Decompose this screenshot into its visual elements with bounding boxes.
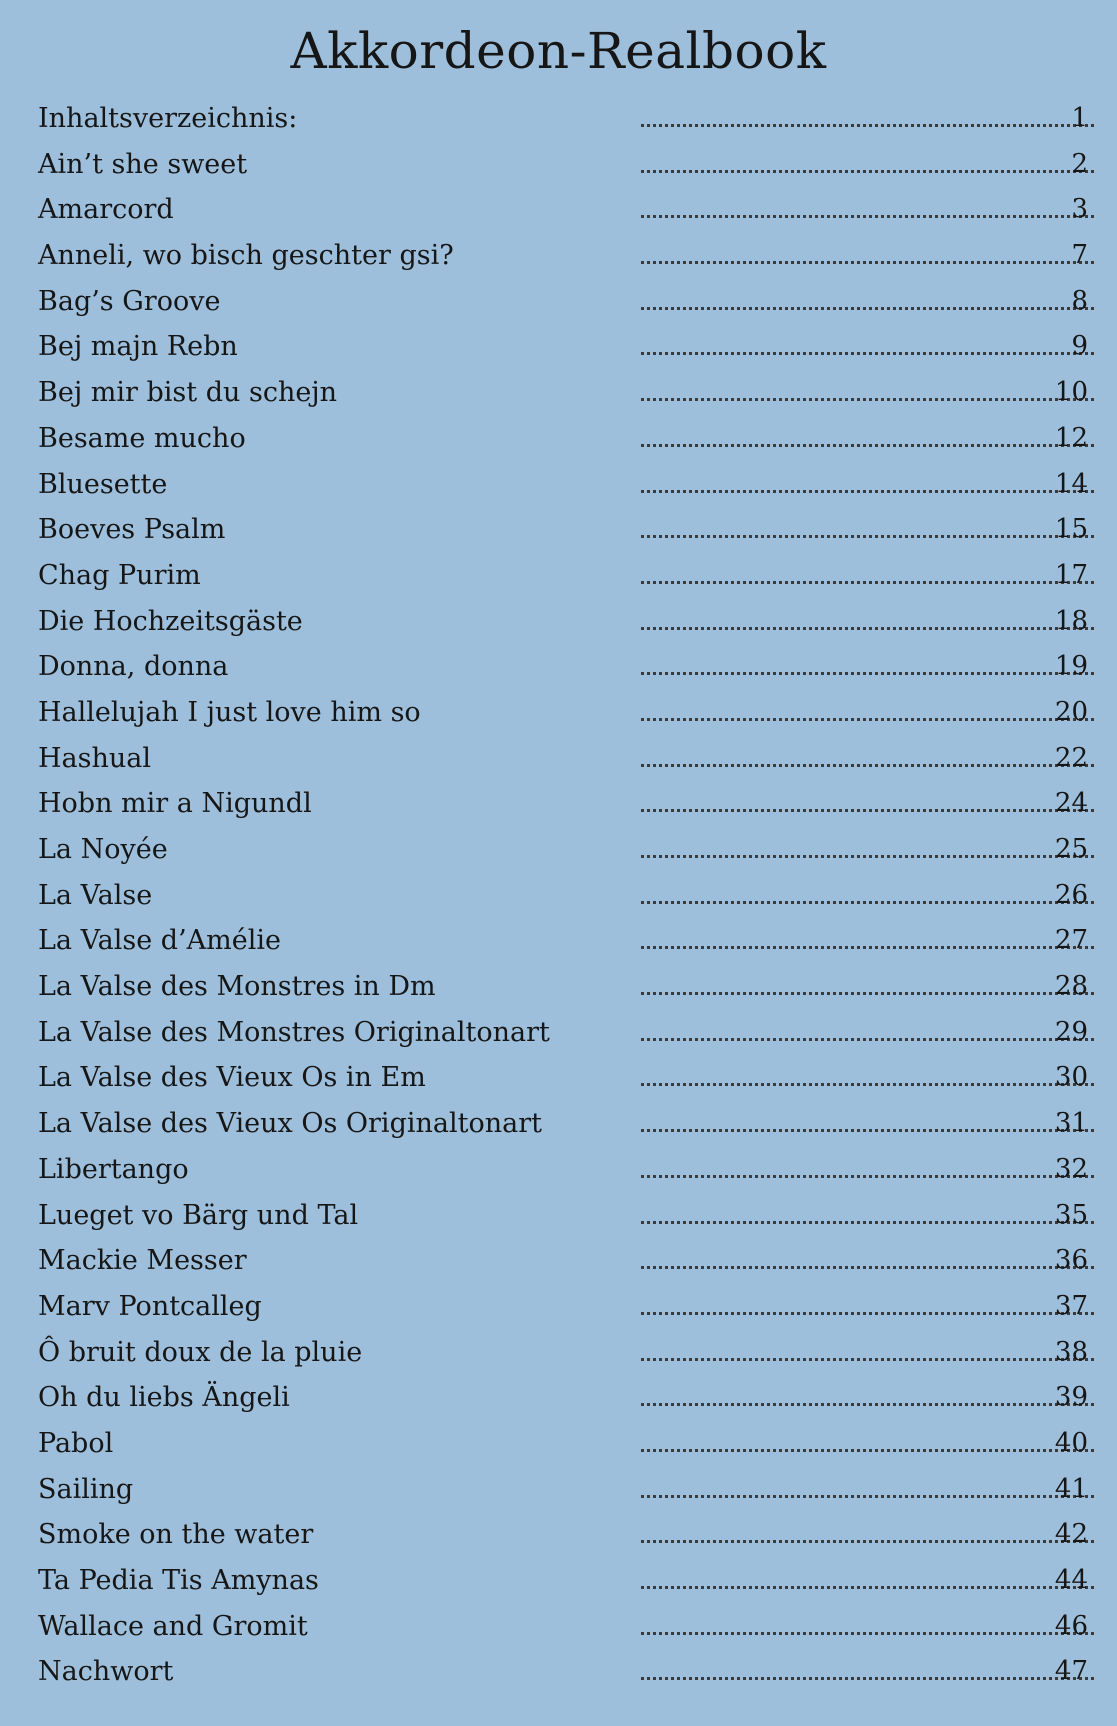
toc-entry xyxy=(38,690,1088,736)
toc-dot-leader xyxy=(641,1129,1094,1132)
toc-entry-title: Sailing xyxy=(38,1473,134,1505)
toc-entry-page-number: 28 xyxy=(1054,971,1088,1002)
toc-entry xyxy=(38,1421,1088,1467)
toc-entry-page-number: 38 xyxy=(1054,1336,1088,1367)
toc-entry-page-number: 14 xyxy=(1054,468,1088,499)
toc-entry-page-number: 19 xyxy=(1054,651,1088,682)
toc-dot-leader xyxy=(641,535,1094,538)
toc-dot-leader xyxy=(641,307,1094,310)
toc-entry-page-number: 41 xyxy=(1054,1473,1088,1504)
toc-entry xyxy=(38,553,1088,599)
toc-dot-leader xyxy=(641,809,1094,812)
toc-dot-leader xyxy=(641,1540,1094,1543)
toc-entry-title: La Noyée xyxy=(38,834,168,865)
toc-entry-title: Libertango xyxy=(38,1153,189,1185)
toc-entry xyxy=(38,827,1088,873)
toc-entry xyxy=(38,187,1088,233)
toc-entry-title: Donna, donna xyxy=(38,651,229,683)
toc-entry-title: Amarcord xyxy=(38,194,174,226)
toc-dot-leader xyxy=(641,1495,1094,1498)
toc-entry-page-number: 24 xyxy=(1054,788,1088,819)
toc-entry-page-number: 29 xyxy=(1054,1016,1088,1047)
toc-dot-leader xyxy=(641,1586,1094,1589)
toc-entry xyxy=(38,1055,1088,1101)
toc-dot-leader xyxy=(641,1358,1094,1361)
toc-entry-page-number: 9 xyxy=(1071,331,1088,362)
toc-entry-title: Oh du liebs Ängeli xyxy=(38,1382,290,1414)
toc-entry-title: La Valse xyxy=(38,879,153,911)
toc-entry-title: Ta Pedia Tis Amynas xyxy=(38,1565,319,1596)
toc-entry-page-number: 12 xyxy=(1054,422,1088,453)
toc-entry xyxy=(38,324,1088,370)
toc-dot-leader xyxy=(641,946,1094,949)
toc-entry-page-number: 3 xyxy=(1071,194,1088,225)
toc-entry-page-number: 18 xyxy=(1054,605,1088,636)
table-of-contents xyxy=(38,96,1088,1695)
toc-entry xyxy=(38,1193,1088,1239)
toc-entry xyxy=(38,1284,1088,1330)
toc-dot-leader xyxy=(641,1449,1094,1452)
toc-dot-leader xyxy=(641,398,1094,401)
toc-entry-page-number: 10 xyxy=(1054,377,1088,408)
toc-entry xyxy=(38,370,1088,416)
toc-entry-title: Bag’s Groove xyxy=(38,285,221,317)
toc-dot-leader xyxy=(641,992,1094,995)
toc-entry-page-number: 26 xyxy=(1054,879,1088,910)
toc-dot-leader xyxy=(641,1175,1094,1178)
toc-entry-title: Hobn mir a Nigundl xyxy=(38,788,312,820)
toc-entry-page-number: 35 xyxy=(1054,1199,1088,1230)
toc-entry-title: Ain’t she sweet xyxy=(38,148,248,180)
toc-entry xyxy=(38,279,1088,325)
toc-entry-page-number: 2 xyxy=(1071,148,1088,179)
toc-entry xyxy=(38,1558,1088,1604)
toc-entry xyxy=(38,964,1088,1010)
toc-entry-title: Bej majn Rebn xyxy=(38,331,238,363)
toc-entry-page-number: 27 xyxy=(1054,925,1088,956)
toc-entry-page-number: 1 xyxy=(1071,103,1088,133)
toc-entry-page-number: 31 xyxy=(1054,1108,1088,1139)
toc-entry xyxy=(38,1101,1088,1147)
toc-entry-title: Anneli, wo bisch geschter gsi? xyxy=(38,240,454,272)
toc-entry xyxy=(38,1330,1088,1376)
toc-entry xyxy=(38,644,1088,690)
toc-entry-title: Hallelujah I just love him so xyxy=(38,696,421,728)
toc-entry-title: Marv Pontcalleg xyxy=(38,1290,262,1322)
toc-entry-page-number: 7 xyxy=(1071,240,1088,271)
toc-entry xyxy=(38,1010,1088,1056)
toc-entry-title: La Valse des Vieux Os Originaltonart xyxy=(38,1108,542,1140)
toc-entry-title: Nachwort xyxy=(38,1656,174,1688)
toc-dot-leader xyxy=(641,1312,1094,1315)
toc-dot-leader xyxy=(641,1266,1094,1269)
toc-entry-page-number: 40 xyxy=(1054,1427,1088,1458)
toc-entry xyxy=(38,142,1088,188)
toc-entry-page-number: 15 xyxy=(1054,514,1088,545)
toc-entry-page-number: 47 xyxy=(1054,1656,1088,1687)
toc-dot-leader xyxy=(641,672,1094,675)
toc-dot-leader xyxy=(641,444,1094,447)
toc-entry xyxy=(38,416,1088,462)
toc-entry xyxy=(38,96,1088,142)
toc-dot-leader xyxy=(641,901,1094,904)
toc-entry-title: Smoke on the water xyxy=(38,1519,314,1551)
toc-entry-title: Pabol xyxy=(38,1427,114,1459)
toc-entry-page-number: 17 xyxy=(1054,559,1088,590)
toc-entry xyxy=(38,1512,1088,1558)
toc-entry xyxy=(38,1375,1088,1421)
toc-entry xyxy=(38,1147,1088,1193)
toc-entry xyxy=(38,873,1088,919)
toc-dot-leader xyxy=(641,170,1094,173)
toc-entry xyxy=(38,918,1088,964)
toc-entry-page-number: 20 xyxy=(1054,696,1088,727)
toc-dot-leader xyxy=(641,352,1094,355)
toc-entry-title: Die Hochzeitsgäste xyxy=(38,605,303,637)
toc-dot-leader xyxy=(641,124,1094,127)
toc-entry-page-number: 30 xyxy=(1054,1062,1088,1093)
toc-entry-title: Bluesette xyxy=(38,468,168,500)
toc-dot-leader xyxy=(641,627,1094,630)
toc-dot-leader xyxy=(641,1038,1094,1041)
toc-entry-title: La Valse des Vieux Os in Em xyxy=(38,1062,426,1094)
toc-entry-title: Boeves Psalm xyxy=(38,514,226,546)
toc-entry-page-number: 46 xyxy=(1054,1610,1088,1641)
toc-entry-page-number: 32 xyxy=(1054,1153,1088,1184)
toc-entry xyxy=(38,1467,1088,1513)
toc-dot-leader xyxy=(641,1403,1094,1406)
toc-entry-page-number: 25 xyxy=(1054,834,1088,864)
toc-entry-page-number: 22 xyxy=(1054,742,1088,773)
toc-entry xyxy=(38,599,1088,645)
toc-entry-title: La Valse d’Amélie xyxy=(38,925,281,957)
toc-dot-leader xyxy=(641,764,1094,767)
toc-entry-title: Besame mucho xyxy=(38,422,246,454)
toc-dot-leader xyxy=(641,581,1094,584)
toc-dot-leader xyxy=(641,855,1094,858)
toc-entry-page-number: 39 xyxy=(1054,1382,1088,1413)
toc-entry xyxy=(38,736,1088,782)
toc-entry-page-number: 37 xyxy=(1054,1290,1088,1321)
toc-dot-leader xyxy=(641,1083,1094,1086)
toc-entry-title: Hashual xyxy=(38,742,152,774)
toc-dot-leader xyxy=(641,1221,1094,1224)
toc-dot-leader xyxy=(641,1632,1094,1635)
toc-dot-leader xyxy=(641,718,1094,721)
toc-entry xyxy=(38,781,1088,827)
toc-entry-page-number: 44 xyxy=(1054,1565,1088,1595)
toc-dot-leader xyxy=(641,490,1094,493)
toc-dot-leader xyxy=(641,261,1094,264)
toc-entry xyxy=(38,507,1088,553)
toc-entry-title: Mackie Messer xyxy=(38,1245,247,1277)
toc-entry-title: La Valse des Monstres in Dm xyxy=(38,971,436,1003)
toc-dot-leader xyxy=(641,1677,1094,1680)
toc-entry-page-number: 36 xyxy=(1054,1245,1088,1276)
toc-entry xyxy=(38,462,1088,508)
toc-entry-page-number: 42 xyxy=(1054,1519,1088,1550)
toc-entry xyxy=(38,233,1088,279)
toc-entry-page-number: 8 xyxy=(1071,285,1088,316)
toc-entry-title: Lueget vo Bärg und Tal xyxy=(38,1199,359,1231)
toc-entry-title: Wallace and Gromit xyxy=(38,1610,308,1642)
toc-entry xyxy=(38,1238,1088,1284)
toc-dot-leader xyxy=(641,215,1094,218)
toc-entry xyxy=(38,1604,1088,1650)
toc-entry-title: Chag Purim xyxy=(38,559,201,591)
toc-entry-title: La Valse des Monstres Originaltonart xyxy=(38,1016,550,1048)
toc-entry-title: Ô bruit doux de la pluie xyxy=(38,1336,363,1368)
toc-entry xyxy=(38,1649,1088,1695)
toc-entry-title: Inhaltsverzeichnis: xyxy=(38,103,298,134)
toc-entry-title: Bej mir bist du schejn xyxy=(38,377,338,409)
page-title: Akkordeon-Realbook xyxy=(290,22,827,80)
